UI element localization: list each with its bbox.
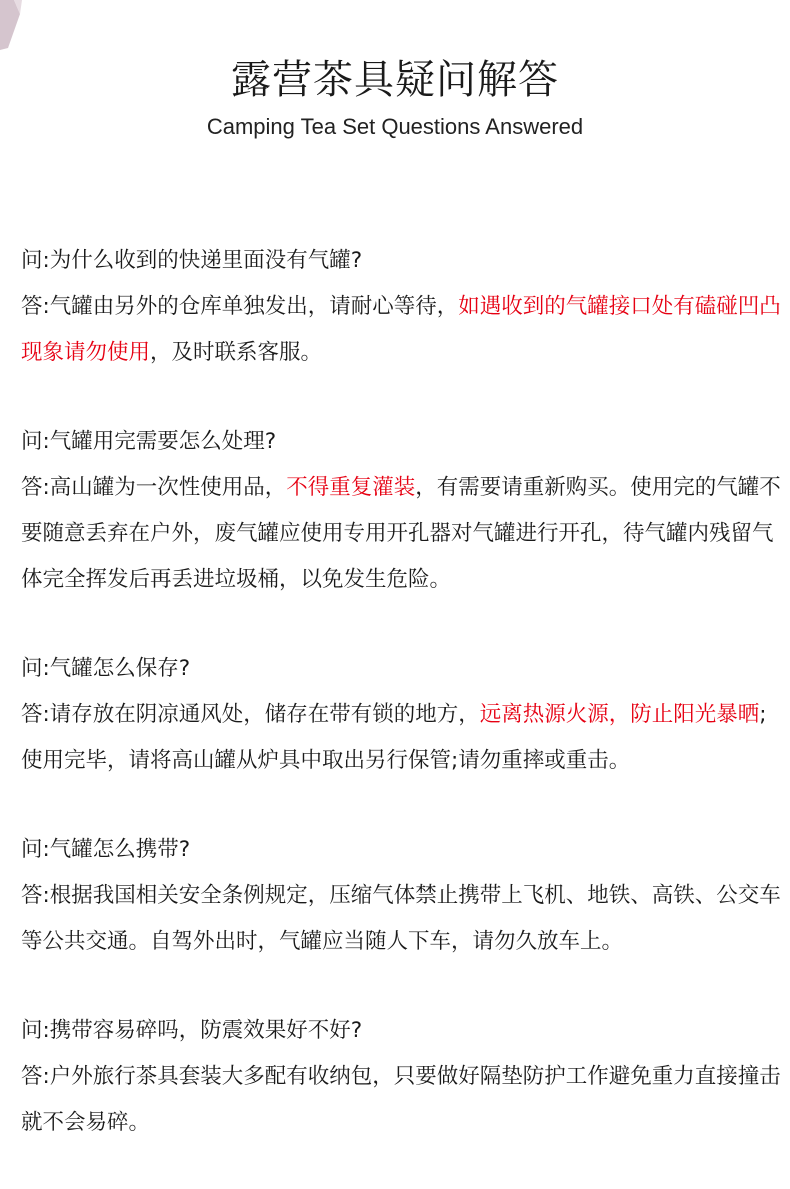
answer-text: ，及时联系客服。 <box>150 340 323 365</box>
faq-question: 问:气罐怎么保存? <box>21 656 191 681</box>
answer-text: 答:根据我国相关安全条例规定，压缩气体禁止携带上飞机、地铁、高铁、公交车等公共交通。自驾外出时，气罐应当随人下车，请勿久放车上。 <box>21 883 781 954</box>
faq-question: 问:携带容易碎吗，防震效果好不好? <box>21 1018 363 1043</box>
faq-question: 问:气罐用完需要怎么处理? <box>21 429 277 454</box>
answer-highlight: 远离热源火源，防止阳光暴晒 <box>479 702 760 727</box>
answer-highlight: 不得重复灌装 <box>286 475 416 500</box>
faq-question: 问:气罐怎么携带? <box>21 837 191 862</box>
faq-question: 问:为什么收到的快递里面没有气罐? <box>21 248 363 273</box>
faq-answer <box>21 873 781 965</box>
answer-highlight: 如遇收到的气罐接口处有磕碰凹凸现象请勿使用 <box>21 294 781 365</box>
page-subtitle: Camping Tea Set Questions Answered <box>206 114 584 139</box>
answer-text: 答:户外旅行茶具套装大多配有收纳包，只要做好隔垫防护工作避免重力直接撞击就不会易碎。 <box>21 1064 781 1135</box>
faq-answer <box>21 465 781 603</box>
answer-text: ，有需要请重新购买。使用完的气罐不要随意丢弃在户外，废气罐应使用专用开孔器对气罐进行开孔，待气罐内残留气体完全挥发后再丢进垃圾桶，以免发生危险。 <box>21 475 781 592</box>
faq-answer <box>21 692 781 784</box>
faq-item <box>21 646 781 784</box>
page-title: 露营茶具疑问解答 <box>231 57 559 103</box>
answer-text: 答:请存放在阴凉通风处，储存在带有锁的地方， <box>21 702 480 727</box>
faq-item <box>21 238 781 376</box>
answer-text: 答:高山罐为一次性使用品， <box>21 475 287 500</box>
page-header <box>0 52 790 142</box>
faq-list <box>21 238 781 1189</box>
faq-item <box>21 827 781 965</box>
faq-item <box>21 419 781 603</box>
answer-text: 答:气罐由另外的仓库单独发出，请耐心等待， <box>21 294 459 319</box>
faq-answer <box>21 284 781 376</box>
corner-decoration <box>0 0 40 50</box>
answer-text: ;使用完毕，请将高山罐从炉具中取出另行保管;请勿重摔或重击。 <box>21 702 767 773</box>
faq-item <box>21 1008 781 1146</box>
faq-answer <box>21 1054 781 1146</box>
